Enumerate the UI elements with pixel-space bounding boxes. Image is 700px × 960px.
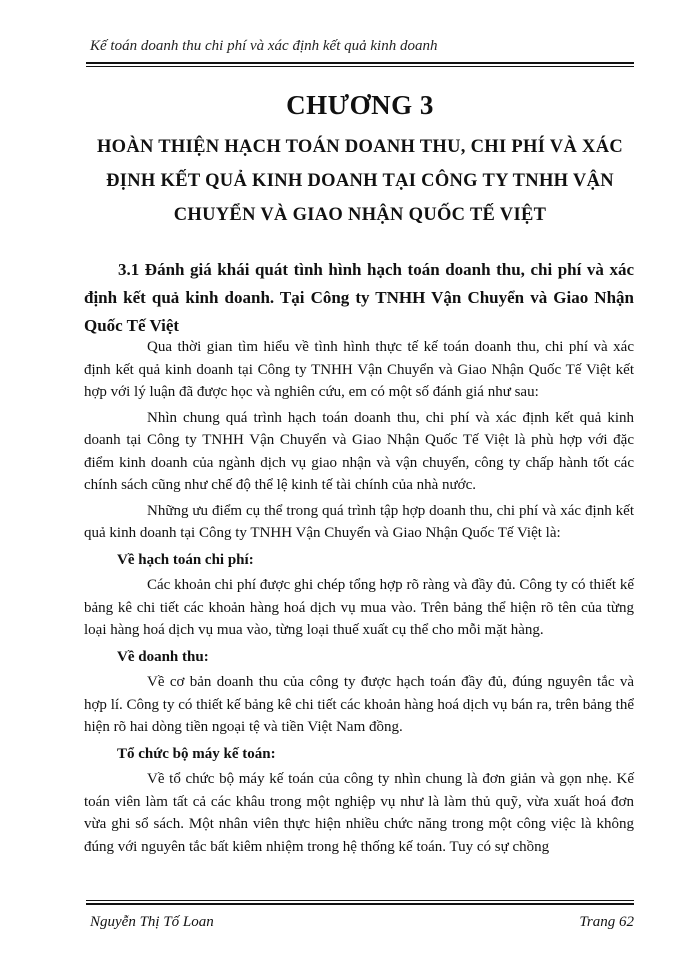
- section-heading-rest: định kết quả kinh doanh. Tại Công ty TNHH Vận Chuyển và Giao Nhận Quốc Tế Việt: [84, 288, 634, 335]
- footer-rule-thin: [86, 900, 634, 901]
- paragraph-advantages: Những ưu điểm cụ thể trong quá trình tập hợp doanh thu, chi phí và xác định kết quả kinh doanh tại Công ty TNHH Vận Chuyển và Giao Nhận Quốc Tế Việt là:: [84, 502, 634, 541]
- chapter-title-line: CHUYỂN VÀ GIAO NHẬN QUỐC TẾ VIỆT: [173, 205, 547, 225]
- chapter-title: [96, 130, 624, 232]
- paragraph-overview: Nhìn chung quá trình hạch toán doanh thu, chi phí và xác định kết quả kinh doanh tại Công ty TNHH Vận Chuyển và Giao Nhận Quốc Tế Việt là phù hợp với đặc điểm kinh doanh của ngành dịch vụ giao nhận và vận chuyển, công ty chấp hành tốt các chính sách cũng như chế độ thể lệ kinh tế tài chính của nhà nước.: [84, 409, 634, 493]
- paragraph-cost: Các khoản chi phí được ghi chép tổng hợp rõ ràng và đầy đủ. Công ty có thiết kế bảng kê chi tiết các khoản hàng hoá dịch vụ mua vào. Trên bảng thể hiện rõ tên của từng loại hàng hoá dịch vụ mua vào, từng loại thuế xuất cụ thể cho mỗi mặt hàng.: [84, 577, 634, 638]
- subheading-cost: Về hạch toán chi phí:: [117, 551, 254, 568]
- subheading-organization: Tổ chức bộ máy kế toán:: [117, 745, 276, 762]
- header-rule-thick: [86, 62, 634, 64]
- body-text: [84, 336, 634, 861]
- running-header: Kế toán doanh thu chi phí và xác định kết quả kinh doanh: [90, 38, 438, 54]
- footer-page-number: Trang 62: [579, 914, 634, 930]
- header-rule-thin: [86, 66, 634, 67]
- chapter-title-line: HOÀN THIỆN HẠCH TOÁN DOANH THU, CHI PHÍ VÀ XÁC: [96, 137, 624, 157]
- chapter-title-line: ĐỊNH KẾT QUẢ KINH DOANH TẠI CÔNG TY TNHH VẬN: [106, 171, 614, 191]
- section-heading: [84, 256, 634, 340]
- footer-rule-thick: [86, 903, 634, 905]
- subheading-revenue: Về doanh thu:: [117, 648, 209, 665]
- paragraph-intro: Qua thời gian tìm hiểu về tình hình thực tế kế toán doanh thu, chi phí và xác định kết quả kinh doanh tại Công ty TNHH Vận Chuyển và Giao Nhận Quốc Tế Việt kết hợp với lý luận đã được học và nghiên cứu, em có một số đánh giá như sau:: [84, 339, 634, 400]
- section-heading-first-line: 3.1 Đánh giá khái quát tình hình hạch toán doanh thu, chi phí và xác: [118, 260, 634, 279]
- paragraph-organization: Về tổ chức bộ máy kế toán của công ty nhìn chung là đơn giản và gọn nhẹ. Kế toán viên làm tất cả các khâu trong một nghiệp vụ như là làm thủ quỹ, vừa xuất hoá đơn vừa ghi sổ sách. Một nhân viên thực hiện nhiều chức năng trong một công việc là không đúng với nguyên tắc bất kiêm nhiệm trong hệ thống kế toán. Tuy có sự chồng: [84, 771, 634, 855]
- chapter-label: CHƯƠNG 3: [286, 90, 434, 120]
- paragraph-revenue: Về cơ bản doanh thu của công ty được hạch toán đầy đủ, đúng nguyên tắc và hợp lí. Công ty có thiết kế bảng kê chi tiết các khoản hàng hoá dịch vụ bán ra, trên bảng thể hiện rõ hai dòng tiền ngoại tệ và tiền Việt Nam đồng.: [84, 674, 634, 735]
- footer-author: Nguyễn Thị Tố Loan: [90, 914, 214, 930]
